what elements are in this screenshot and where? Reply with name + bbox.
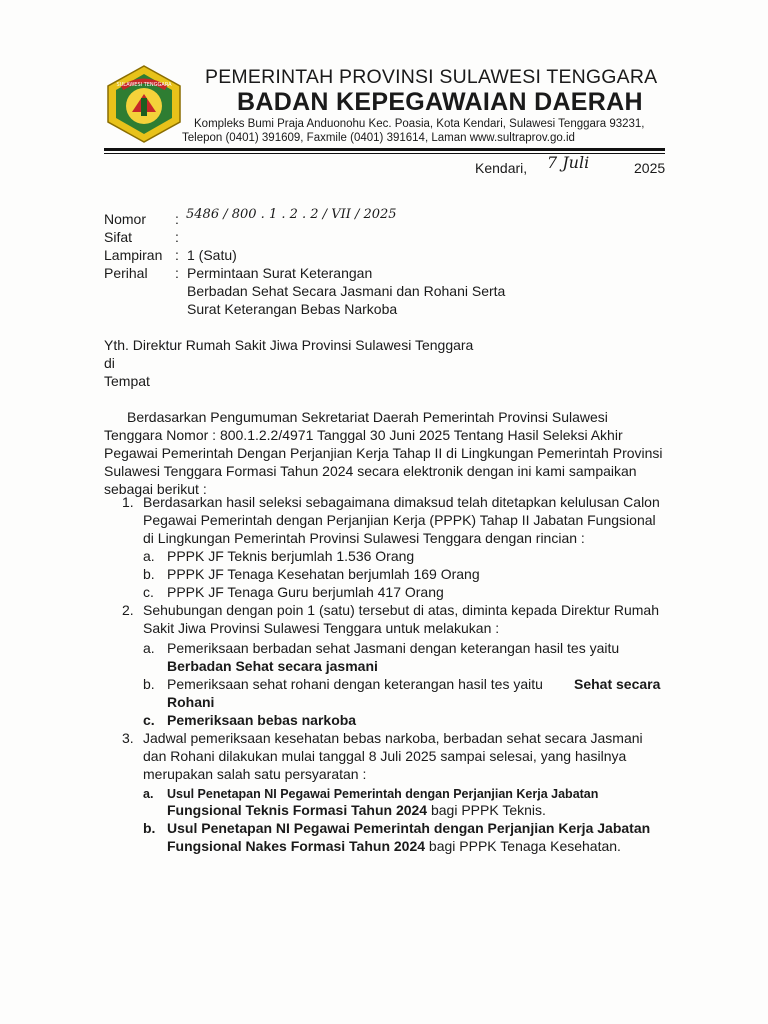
sub-letter: c.: [143, 712, 155, 728]
sub-letter: c.: [143, 584, 154, 600]
nomor-value: 5486 / 800 . 1 . 2 . 2 / VII / 2025: [186, 207, 397, 222]
item3-a-rest: bagi PPPK Teknis.: [427, 802, 546, 818]
item1-line: Berdasarkan hasil seleksi sebagaimana dimaksud telah ditetapkan kelulusan Calon: [143, 494, 660, 510]
item-number: 2.: [122, 602, 134, 618]
sifat-label: Sifat: [104, 229, 133, 245]
letterhead-agency: BADAN KEPEGAWAIAN DAERAH: [237, 88, 643, 116]
item3-a-line: Usul Penetapan NI Pegawai Pemerintah dengan Perjanjian Kerja Jabatan: [167, 787, 599, 801]
addressee-line: Tempat: [104, 373, 150, 389]
item3-line: merupakan salah satu persyaratan :: [143, 766, 367, 782]
item-number: 3.: [122, 730, 134, 746]
intro-line: Pegawai Pemerintah Dengan Perjanjian Kerja Tahap II di Lingkungan Pemerintah Provinsi: [104, 445, 663, 461]
item3-b-rest: bagi PPPK Tenaga Kesehatan.: [425, 838, 621, 854]
item1-sub: PPPK JF Tenaga Kesehatan berjumlah 169 Orang: [167, 566, 480, 582]
nomor-label: Nomor: [104, 211, 147, 227]
item2-c-line: Pemeriksaan bebas narkoba: [167, 712, 357, 728]
sub-letter: b.: [143, 676, 155, 692]
item2-b-line: Pemeriksaan sehat rohani dengan keterangan hasil tes yaitu: [167, 676, 543, 692]
item2-line: Sakit Jiwa Provinsi Sulawesi Tenggara untuk melakukan :: [143, 620, 500, 636]
item3-b-line: Usul Penetapan NI Pegawai Pemerintah dengan Perjanjian Kerja Jabatan: [167, 820, 651, 836]
item3-line: dan Rohani dilakukan mulai tanggal 8 Juli 2025 sampai selesai, yang hasilnya: [143, 748, 627, 764]
perihal-line: Surat Keterangan Bebas Narkoba: [187, 301, 398, 317]
sub-letter: a.: [143, 640, 155, 656]
perihal-colon: :: [175, 265, 179, 281]
item1-line: di Lingkungan Pemerintah Provinsi Sulawesi Tenggara dengan rincian :: [143, 530, 585, 546]
item-number: 1.: [122, 494, 134, 510]
sifat-colon: :: [175, 229, 179, 245]
item3-b-bold: Fungsional Nakes Formasi Tahun 2024: [167, 838, 426, 854]
perihal-label: Perihal: [104, 265, 148, 281]
item2-b-result-cont: Rohani: [167, 694, 215, 710]
sub-letter: b.: [143, 566, 155, 582]
addressee-line: Yth. Direktur Rumah Sakit Jiwa Provinsi Sulawesi Tenggara: [104, 337, 474, 353]
province-emblem-logo: [104, 64, 184, 144]
intro-line: Sulawesi Tenggara Formasi Tahun 2024 secara elektronik dengan ini kami sampaikan: [104, 463, 637, 479]
perihal-line: Berbadan Sehat Secara Jasmani dan Rohani Serta: [187, 283, 506, 299]
letterhead-rule-thick: [104, 148, 665, 151]
intro-line: Tenggara Nomor : 800.1.2.2/4971 Tanggal 30 Juni 2025 Tentang Hasil Seleksi Akhir: [104, 427, 623, 443]
date-city: Kendari,: [475, 160, 528, 176]
letterhead-address: Kompleks Bumi Praja Anduonohu Kec. Poasia, Kota Kendari, Sulawesi Tenggara 93231,: [194, 118, 645, 130]
intro-line: Berdasarkan Pengumuman Sekretariat Daerah Pemerintah Provinsi Sulawesi: [127, 409, 608, 425]
item3-b-line2: [167, 837, 621, 855]
item3-a-line2: [167, 801, 546, 819]
letterhead-government: PEMERINTAH PROVINSI SULAWESI TENGGARA: [205, 66, 658, 88]
perihal-line: Permintaan Surat Keterangan: [187, 265, 373, 281]
sub-letter: b.: [143, 820, 156, 836]
lampiran-colon: :: [175, 247, 179, 263]
item3-line: Jadwal pemeriksaan kesehatan bebas narkoba, berbadan sehat secara Jasmani: [143, 730, 643, 746]
lampiran-label: Lampiran: [104, 247, 163, 263]
sub-letter: a.: [143, 787, 154, 801]
item2-a-result: Berbadan Sehat secara jasmani: [167, 658, 378, 674]
item2-b-result: Sehat secara: [574, 676, 661, 692]
item2-line: Sehubungan dengan poin 1 (satu) tersebut di atas, diminta kepada Direktur Rumah: [143, 602, 659, 618]
logo-text: SULAWESI TENGGARA: [116, 82, 172, 88]
addressee-line: di: [104, 355, 115, 371]
item1-sub: PPPK JF Tenaga Guru berjumlah 417 Orang: [167, 584, 444, 600]
date-day-month: 7 Juli: [547, 153, 590, 172]
item2-a-line: Pemeriksaan berbadan sehat Jasmani dengan keterangan hasil tes yaitu: [167, 640, 620, 656]
date-year: 2025: [634, 160, 666, 176]
lampiran-value: 1 (Satu): [187, 247, 237, 263]
intro-line: sebagai berikut :: [104, 481, 207, 497]
item1-sub: PPPK JF Teknis berjumlah 1.536 Orang: [167, 548, 415, 564]
sub-letter: a.: [143, 548, 155, 564]
item3-a-bold: Fungsional Teknis Formasi Tahun 2024: [167, 802, 428, 818]
item1-line: Pegawai Pemerintah dengan Perjanjian Kerja (PPPK) Tahap II Jabatan Fungsional: [143, 512, 656, 528]
nomor-colon: :: [175, 211, 179, 227]
letterhead-contact: Telepon (0401) 391609, Faxmile (0401) 391614, Laman www.sultraprov.go.id: [182, 132, 575, 144]
